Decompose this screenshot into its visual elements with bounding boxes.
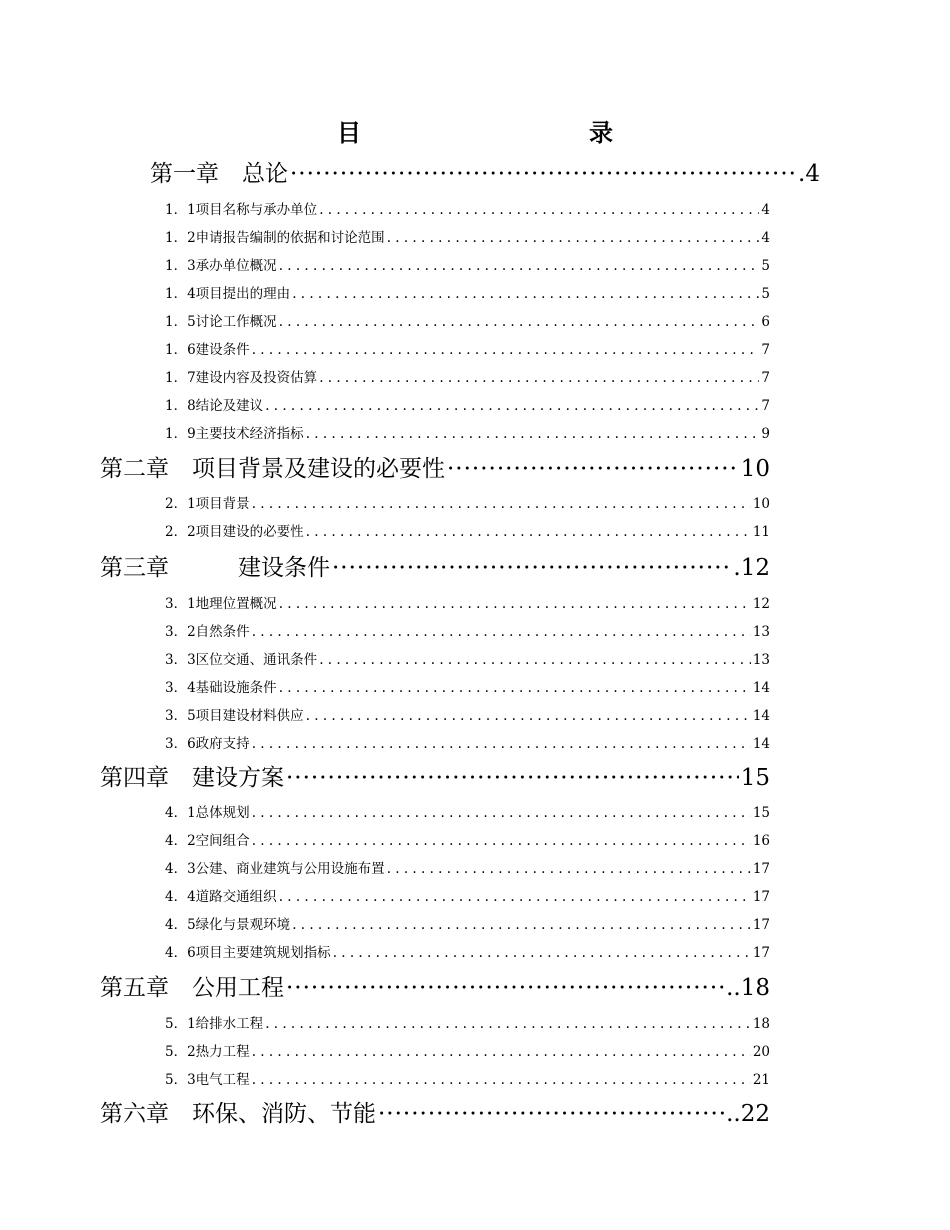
toc-leader-dots [265, 1016, 751, 1032]
toc-section-entry[interactable] [165, 913, 770, 935]
toc-entry-label: 4．3公建、商业建筑与公用设施布置 [165, 861, 385, 877]
toc-chapter-entry[interactable] [100, 549, 770, 583]
toc-leader-dots [387, 230, 760, 246]
page-title: 目 录 [337, 118, 673, 147]
toc-section-entry[interactable] [165, 366, 770, 388]
toc-page-number: 15 [752, 805, 770, 821]
toc-leader-dots [319, 652, 751, 668]
toc-section-entry[interactable] [165, 857, 770, 879]
toc-entry-label: 3．6政府支持 [165, 736, 250, 752]
toc-leader-dots [290, 161, 796, 187]
toc-chapter-entry[interactable] [100, 450, 770, 484]
toc-section-entry[interactable] [165, 394, 770, 416]
toc-entry-label: 3．2自然条件 [165, 624, 250, 640]
toc-chapter-entry[interactable] [100, 969, 770, 1003]
toc-entry-label: 1．7建设内容及投资估算 [165, 370, 318, 386]
toc-page-number: 16 [752, 833, 770, 849]
toc-page-number: 5 [761, 258, 770, 274]
toc-page-number: 4 [761, 202, 770, 218]
toc-entry-label: 3．5项目建设材料供应 [165, 708, 304, 724]
toc-page-number: 7 [761, 342, 770, 358]
toc-section-entry[interactable] [165, 422, 770, 444]
toc-page-number: 6 [761, 314, 770, 330]
toc-chapter-entry[interactable] [100, 1095, 770, 1129]
toc-leader-dots [279, 680, 751, 696]
toc-entry-label: 5．1给排水工程 [165, 1016, 264, 1032]
toc-entry-label: 4．1总体规划 [165, 805, 250, 821]
toc-leader-dots [332, 555, 731, 581]
toc-entry-label: 第六章 环保、消防、节能 [100, 1101, 376, 1127]
toc-leader-dots [252, 833, 751, 849]
toc-section-entry[interactable] [165, 254, 770, 276]
toc-entry-label: 3．4基础设施条件 [165, 680, 277, 696]
toc-section-entry[interactable] [165, 338, 770, 360]
toc-section-entry[interactable] [165, 648, 770, 670]
toc-section-entry[interactable] [165, 885, 770, 907]
toc-section-entry[interactable] [165, 282, 770, 304]
toc-section-entry[interactable] [165, 198, 770, 220]
toc-page-number: 20 [752, 1044, 770, 1060]
toc-page-number: ..18 [726, 975, 770, 1001]
toc-page-number: 14 [752, 680, 770, 696]
toc-entry-label: 1．3承办单位概况 [165, 258, 277, 274]
toc-leader-dots [447, 456, 739, 482]
toc-entry-label: 5．2热力工程 [165, 1044, 250, 1060]
toc-page-number: .12 [733, 555, 770, 581]
toc-section-entry[interactable] [165, 310, 770, 332]
toc-leader-dots [292, 286, 759, 302]
toc-leader-dots [387, 861, 751, 877]
toc-page-number: 11 [752, 524, 770, 540]
toc-page-number: 13 [752, 652, 770, 668]
toc-page-number: 7 [761, 370, 770, 386]
toc-page-number: 17 [752, 945, 770, 961]
toc-leader-dots [286, 975, 724, 1001]
toc-entry-label: 1．1项目名称与承办单位 [165, 202, 318, 218]
toc-entry-label: 1．4项目提出的理由 [165, 286, 291, 302]
toc-page-number: 14 [752, 708, 770, 724]
toc-leader-dots [252, 342, 760, 358]
toc-section-entry[interactable] [165, 592, 770, 614]
toc-page-number: .4 [798, 161, 820, 187]
toc-leader-dots [252, 805, 751, 821]
toc-leader-dots [252, 624, 751, 640]
toc-entry-label: 第四章 建设方案 [100, 765, 284, 791]
toc-entry-label: 1．5讨论工作概况 [165, 314, 277, 330]
toc-leader-dots [306, 524, 751, 540]
toc-page-number: 10 [752, 496, 770, 512]
toc-page-number: 10 [740, 456, 770, 482]
toc-chapter-entry[interactable] [100, 759, 770, 793]
toc-page-number: 15 [740, 765, 770, 791]
toc-entry-label: 3．1地理位置概况 [165, 596, 277, 612]
toc-entry-label: 4．4道路交通组织 [165, 889, 277, 905]
toc-entry-label: 2．2项目建设的必要性 [165, 524, 304, 540]
toc-page-number: 9 [761, 426, 770, 442]
toc-page-number: 12 [752, 596, 770, 612]
toc-page-number: 17 [752, 889, 770, 905]
toc-page-number: ..22 [726, 1101, 770, 1127]
toc-leader-dots [252, 736, 751, 752]
toc-entry-label: 1．9主要技术经济指标 [165, 426, 304, 442]
toc-entry-label: 4．2空间组合 [165, 833, 250, 849]
toc-entry-label: 1．6建设条件 [165, 342, 250, 358]
toc-entry-label: 第二章 项目背景及建设的必要性 [100, 456, 445, 482]
toc-leader-dots [252, 496, 751, 512]
toc-leader-dots [319, 202, 759, 218]
toc-leader-dots [333, 945, 751, 961]
toc-page-number: 21 [752, 1072, 770, 1088]
toc-section-entry[interactable] [165, 492, 770, 514]
toc-section-entry[interactable] [165, 1012, 770, 1034]
toc-entry-label: 第三章 建设条件 [100, 555, 330, 581]
toc-section-entry[interactable] [165, 676, 770, 698]
toc-leader-dots [286, 765, 739, 791]
toc-leader-dots [252, 1044, 751, 1060]
toc-entry-label: 1．8结论及建议 [165, 398, 264, 414]
toc-entry-label: 2．1项目背景 [165, 496, 250, 512]
toc-page-number: 7 [761, 398, 770, 414]
toc-section-entry[interactable] [165, 520, 770, 542]
toc-page-number: 13 [752, 624, 770, 640]
toc-entry-label: 1．2申请报告编制的依据和讨论范围 [165, 230, 385, 246]
toc-leader-dots [279, 314, 760, 330]
toc-page-number: 14 [752, 736, 770, 752]
toc-leader-dots [279, 258, 760, 274]
toc-entry-label: 第五章 公用工程 [100, 975, 284, 1001]
toc-page-number: 4 [761, 230, 770, 246]
toc-section-entry[interactable] [165, 1068, 770, 1090]
toc-page-number: 5 [761, 286, 770, 302]
toc-leader-dots [378, 1101, 724, 1127]
toc-section-entry[interactable] [165, 732, 770, 754]
toc-leader-dots [319, 370, 759, 386]
toc-leader-dots [252, 1072, 751, 1088]
toc-entry-label: 4．5绿化与景观环境 [165, 917, 291, 933]
toc-section-entry[interactable] [165, 1040, 770, 1062]
toc-section-entry[interactable] [165, 704, 770, 726]
toc-leader-dots [279, 889, 751, 905]
toc-section-entry[interactable] [165, 226, 770, 248]
toc-entry-label: 3．3区位交通、通讯条件 [165, 652, 318, 668]
toc-leader-dots [306, 708, 751, 724]
toc-leader-dots [306, 426, 760, 442]
toc-leader-dots [279, 596, 751, 612]
toc-section-entry[interactable] [165, 829, 770, 851]
toc-page-number: 18 [752, 1016, 770, 1032]
toc-leader-dots [292, 917, 751, 933]
toc-entry-label: 4．6项目主要建筑规划指标 [165, 945, 331, 961]
toc-section-entry[interactable] [165, 801, 770, 823]
toc-entry-label: 第一章 总论 [150, 161, 288, 187]
toc-page-number: 17 [752, 917, 770, 933]
toc-page-number: 17 [752, 861, 770, 877]
toc-section-entry[interactable] [165, 620, 770, 642]
toc-entry-label: 5．3电气工程 [165, 1072, 250, 1088]
toc-section-entry[interactable] [165, 941, 770, 963]
toc-chapter-entry[interactable] [150, 155, 820, 189]
toc-leader-dots [265, 398, 759, 414]
